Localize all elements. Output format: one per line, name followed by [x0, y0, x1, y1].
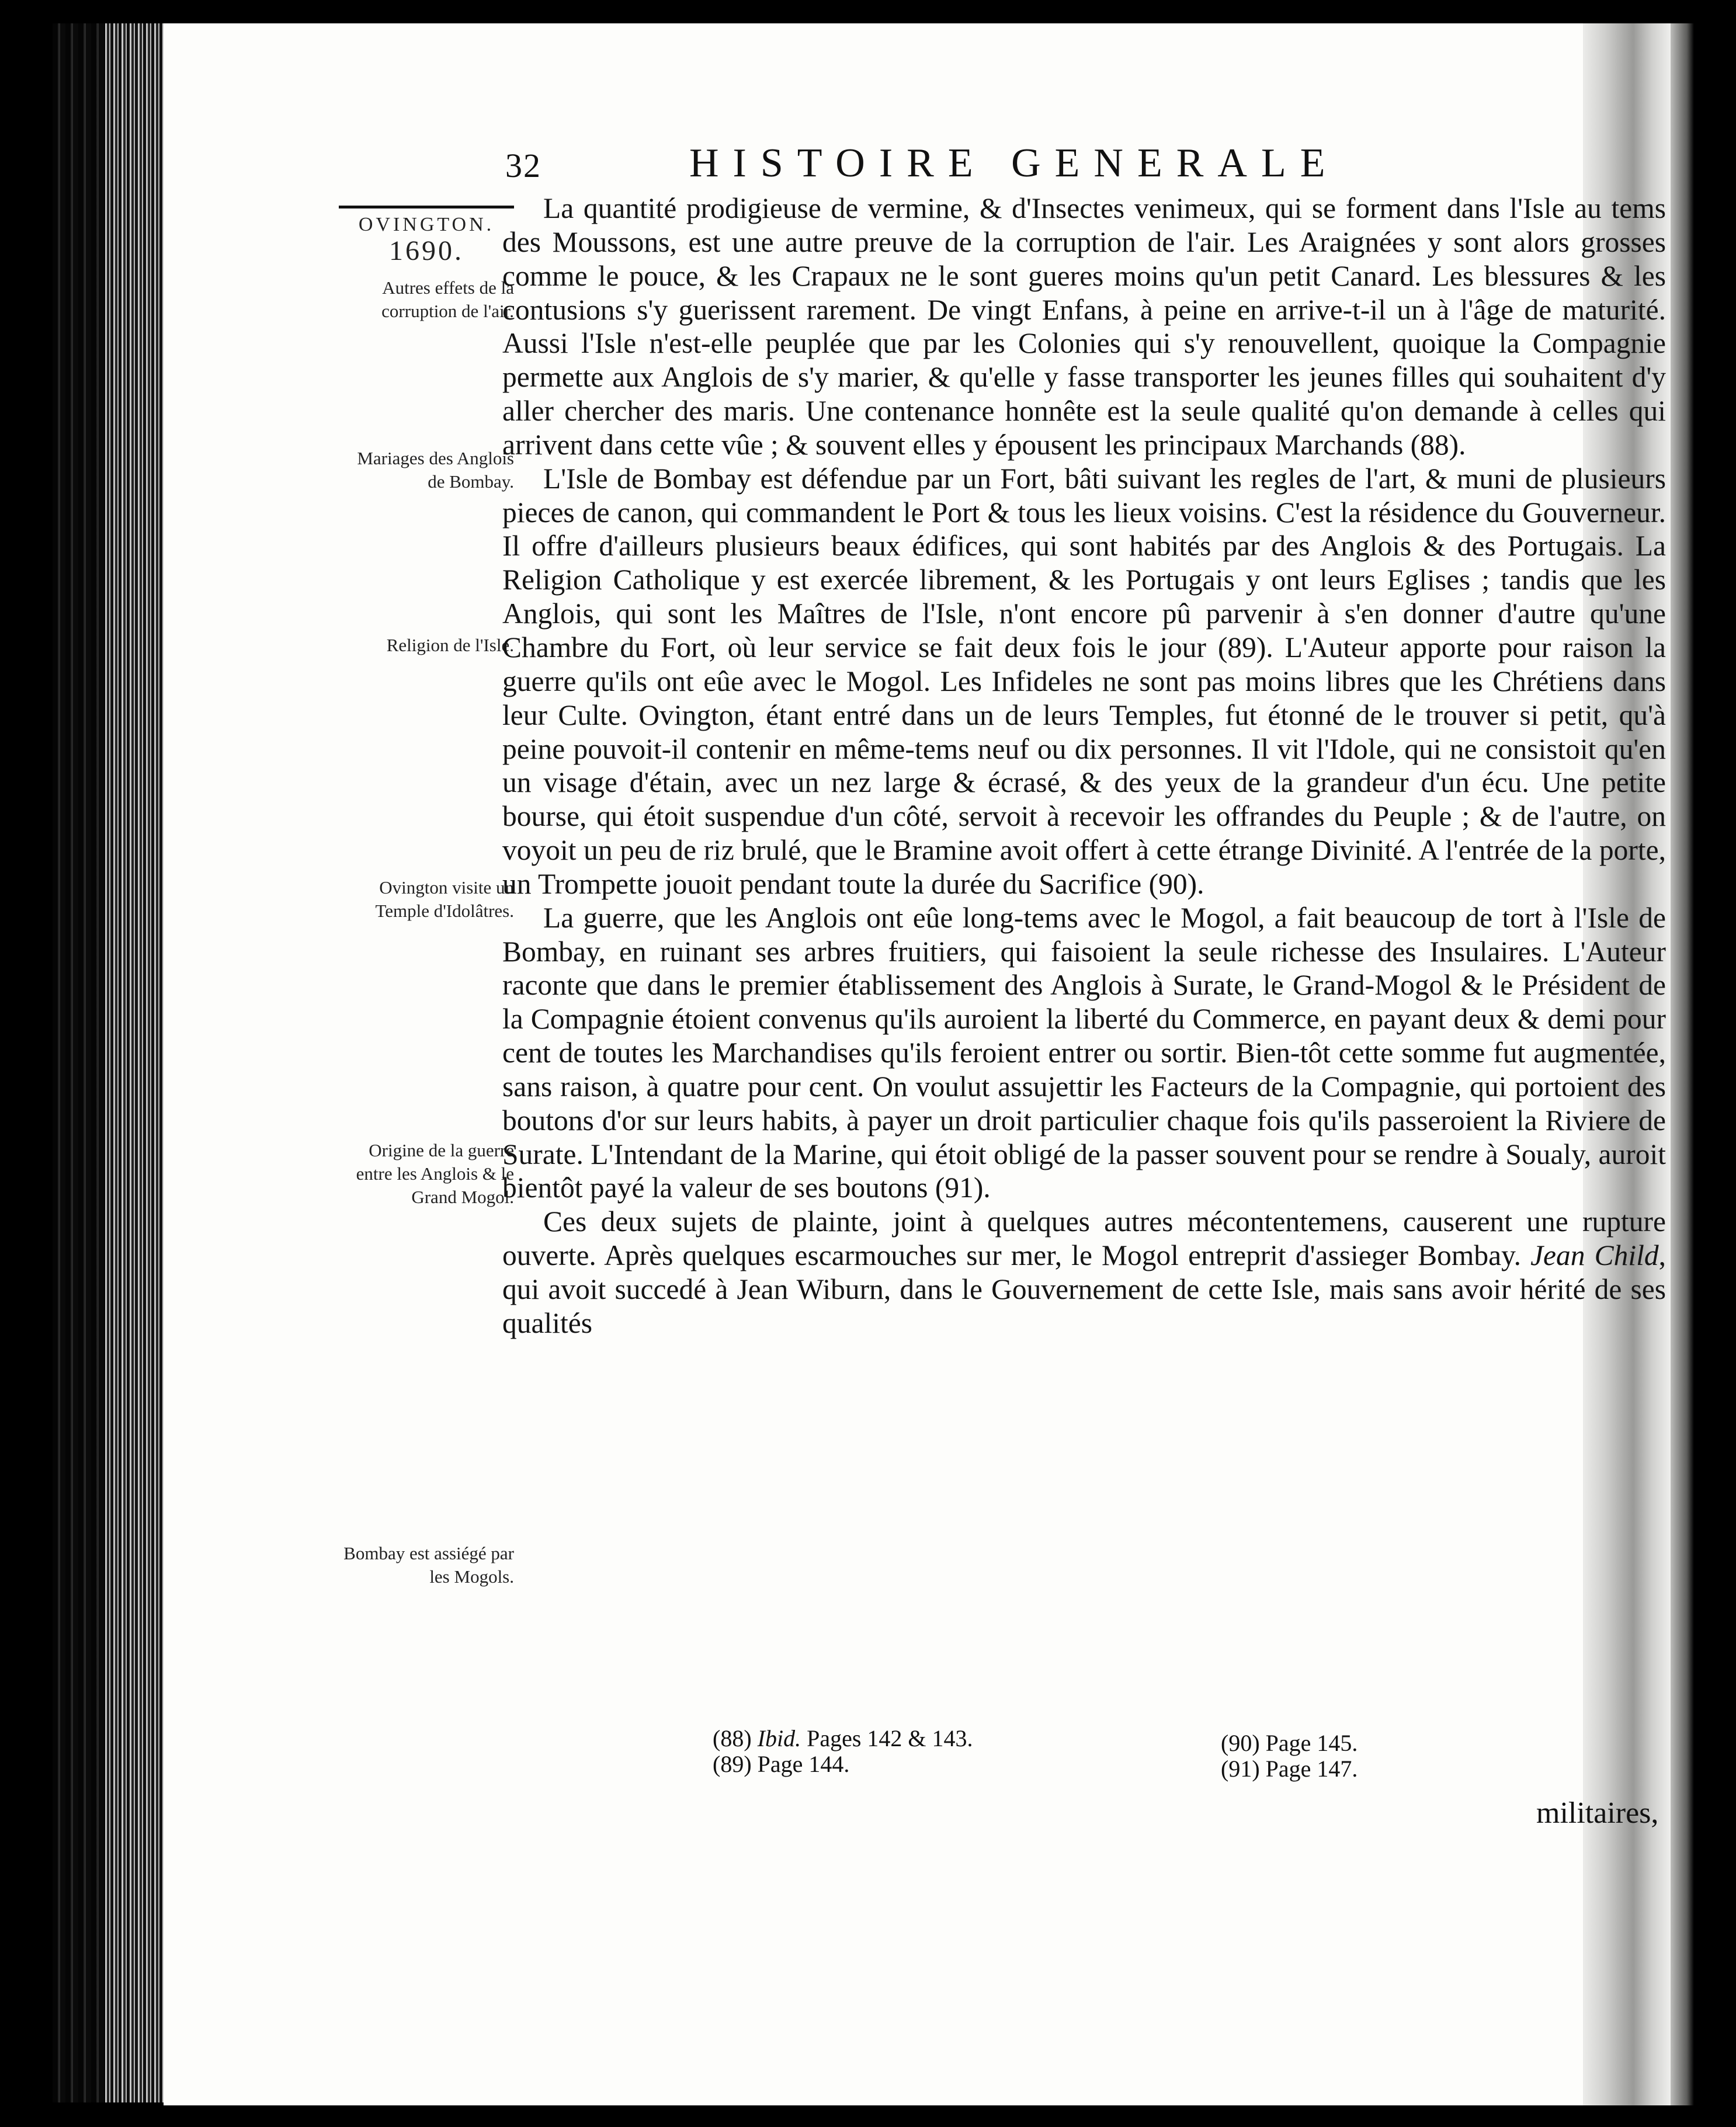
- main-text: [502, 192, 1666, 1340]
- footnote-89: (89) Page 144.: [713, 1751, 850, 1777]
- paragraph-guerre-mogol: La guerre, que les Anglois ont eûe long-tems avec le Mogol, a fait beaucoup de tort à l'Isle de Bombay, en ruinant ses arbres fruitiers, qui faisoient la seule richesse des Insulaires. L'Auteur raconte que dans le premier établissement des Anglois à Surate, le Grand-Mogol & le Président de la Compagnie étoient convenus qu'ils auroient la liberté du Commerce, en payant deux & demi pour cent de toutes les Marchandises qu'ils feroient entrer ou sortir. Bien-tôt cette somme fut augmentée, sans raison, à quatre pour cent. On voulut assujettir les Facteurs de la Compagnie, qui portoient des boutons d'or sur leurs habits, à payer un droit particulier chaque fois qu'ils passeroient la Riviere de Surate. L'Intendant de la Marine, qui étoit obligé de la passer souvent pour se rendre à Soualy, auroit bientôt payé la valeur de ses boutons (91).: [502, 901, 1666, 1204]
- page-header: [164, 140, 1583, 193]
- running-title: HISTOIRE GENERALE: [689, 141, 1339, 186]
- sidenote-mariages: Mariages des Anglois de Bombay.: [357, 448, 514, 492]
- paragraph-rupture: [502, 1205, 1666, 1340]
- paragraph-rupture-tail: , qui avoit succedé à Jean Wiburn, dans le Gouvernement de cette Isle, mais sans avoir hérité de ses qualités: [502, 1239, 1666, 1339]
- footnote-91: (91) Page 147.: [1221, 1756, 1358, 1782]
- footnote-88-text: Pages 142 & 143.: [807, 1725, 973, 1751]
- footnote-90: (90) Page 145.: [1221, 1730, 1358, 1756]
- sidenote-origine-guerre: Origine de la guerre entre les Anglois & le Grand Mogol.: [356, 1140, 514, 1207]
- footnote-88: [713, 1726, 973, 1751]
- sidenote-year: 1690.: [389, 235, 464, 266]
- page-edges: [105, 23, 164, 2102]
- sidenote-author: OVINGTON.: [358, 214, 495, 235]
- sidenote-religion: Religion de l'Isle.: [386, 635, 514, 655]
- sidenote-rule: [339, 206, 514, 208]
- paragraph-vermine: La quantité prodigieuse de vermine, & d'Insectes venimeux, qui se forment dans l'Isle au tems des Moussons, est une autre preuve de la corruption de l'air. Les Araignées y sont alors grosses comme le pouce, & les Crapaux ne le sont gueres moins qu'un petit Canard. Les blessures & les contusions s'y guerissent rarement. De vingt Enfans, à peine en arrive-t-il un à l'âge de maturité. Aussi l'Isle n'est-elle peuplée que par les Colonies qui s'y renouvellent, quoique la Compagnie permette aux Anglois de s'y marier, & qu'elle y fasse transporter les jeunes filles qui souhaitent d'y aller chercher des maris. Une contenance honnête est la seule qualité qu'on demande à celles qui arrivent dans cette vûe ; & souvent elles y épousent les principaux Marchands (88).: [502, 192, 1666, 461]
- name-jean-child: Jean Child: [1530, 1239, 1659, 1272]
- paragraph-rupture-text: Ces deux sujets de plainte, joint à quelques autres mécontentemens, causerent une rupture ouverte. Après quelques escarmouches sur mer, le Mogol entreprit d'assieger Bombay.: [502, 1205, 1666, 1272]
- page-number: 32: [505, 147, 541, 185]
- sidenote-siege-bombay: Bombay est assiégé par les Mogols.: [343, 1543, 514, 1587]
- book-page: [164, 23, 1666, 2105]
- footnote-88-number: (88): [713, 1725, 752, 1751]
- catchword: militaires,: [1536, 1796, 1659, 1830]
- page-fold-edge: [1671, 23, 1694, 2105]
- footnote-88-ibid: Ibid.: [757, 1725, 801, 1751]
- sidenote-temple: Ovington visite un Temple d'Idolâtres.: [375, 877, 514, 921]
- sidenote-corruption-air: Autres effets de la corruption de l'air.: [381, 277, 514, 321]
- paragraph-fort-bombay: L'Isle de Bombay est défendue par un Fort, bâti suivant les regles de l'art, & muni de plusieurs pieces de canon, qui commandent le Port & tous les lieux voisins. C'est la résidence du Gouverneur. Il offre d'ailleurs plusieurs beaux édifices, qui sont habités par des Anglois & des Portugais. La Religion Catholique y est exercée librement, & les Portugais y ont leurs Eglises ; tandis que les Anglois, qui sont les Maîtres de l'Isle, n'ont encore pû parvenir à s'en donner d'autre qu'une Chambre du Fort, où leur service se fait deux fois le jour (89). L'Auteur apporte pour raison la guerre qu'ils ont eûe avec le Mogol. Les Infideles ne sont pas moins libres que les Chrétiens dans leur Culte. Ovington, étant entré dans un de leurs Temples, fut étonné de le trouver si petit, qu'à peine pouvoit-il contenir en même-tems neuf ou dix personnes. Il vit l'Idole, qui ne consistoit qu'en un visage d'étain, avec un nez large & écrasé, & des yeux de la grandeur d'un écu. Une petite bourse, qui étoit suspendue d'un côté, servoit à recevoir les offrandes du Peuple ; & de l'autre, on voyoit un peu de riz brulé, que le Bramine avoit offert à cette étrange Divinité. A l'entrée de la porte, un Trompette jouoit pendant toute la durée du Sacrifice (90).: [502, 462, 1666, 900]
